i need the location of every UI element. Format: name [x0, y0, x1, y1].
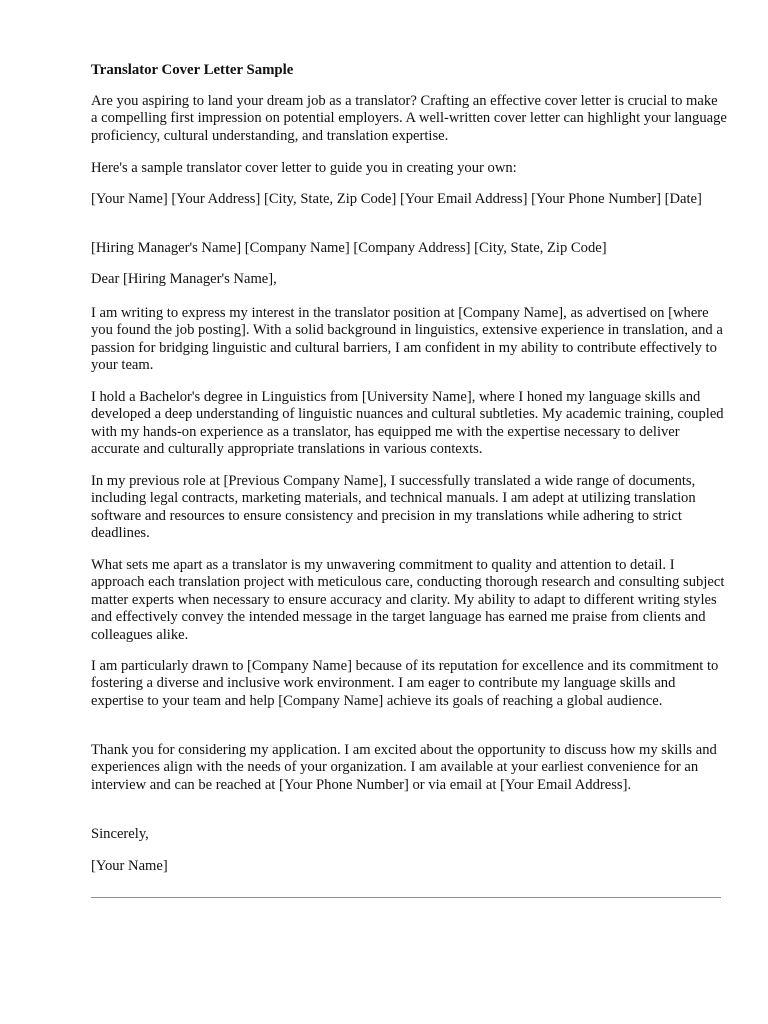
- signature: [Your Name]: [91, 858, 168, 874]
- body-paragraph-4: What sets me apart as a translator is my unwavering commitment to quality and attention to detail. I approach each translation project with meticulous care, conducting thorough research and consulting subject matter experts when necessary to ensure accuracy and clarity. My ability to adapt to different writing styles and effectively convey the intended message in the target language has earned me praise from clients and colleagues alike.: [91, 557, 725, 643]
- closing: Sincerely,: [91, 826, 149, 842]
- recipient-details: [Hiring Manager's Name] [Company Name] [Company Address] [City, State, Zip Code]: [91, 240, 607, 256]
- body-paragraph-6: Thank you for considering my application. I am excited about the opportunity to discuss how my skills and experiences align with the needs of your organization. I am available at your earliest convenience for an interview and can be reached at [Your Phone Number] or via email at [Your Email Address].: [91, 742, 717, 793]
- sample-intro-paragraph: Here's a sample translator cover letter to guide you in creating your own:: [91, 160, 517, 176]
- body-paragraph-1: I am writing to express my interest in the translator position at [Company Name], as advertised on [where you found the job posting]. With a solid background in linguistics, extensive experience in translation, and a passion for bridging linguistic and cultural barriers, I am confident in my ability to contribute effectively to your team.: [91, 305, 723, 374]
- salutation: Dear [Hiring Manager's Name],: [91, 271, 277, 287]
- intro-paragraph: Are you aspiring to land your dream job as a translator? Crafting an effective cover letter is crucial to make a compelling first impression on potential employers. A well-written cover letter can highlight your language proficiency, cultural understanding, and translation expertise.: [91, 93, 727, 144]
- body-paragraph-5: I am particularly drawn to [Company Name] because of its reputation for excellence and its commitment to fostering a diverse and inclusive work environment. I am eager to contribute my language skills and expertise to your team and help [Company Name] achieve its goals of reaching a global audience.: [91, 658, 719, 709]
- document-title: Translator Cover Letter Sample: [91, 62, 294, 78]
- horizontal-divider: [91, 897, 721, 898]
- body-paragraph-2: I hold a Bachelor's degree in Linguistics from [University Name], where I honed my language skills and developed a deep understanding of linguistic nuances and cultural subtleties. My academic training, coupled with my hands-on experience as a translator, has equipped me with the expertise necessary to deliver accurate and culturally appropriate translations in various contexts.: [91, 389, 724, 458]
- sender-details: [Your Name] [Your Address] [City, State, Zip Code] [Your Email Address] [Your Phone Number] [Date]: [91, 191, 702, 207]
- body-paragraph-3: In my previous role at [Previous Company Name], I successfully translated a wide range of documents, including legal contracts, marketing materials, and technical manuals. I am adept at utilizing translation software and resources to ensure consistency and precision in my translations while adhering to strict deadlines.: [91, 473, 696, 542]
